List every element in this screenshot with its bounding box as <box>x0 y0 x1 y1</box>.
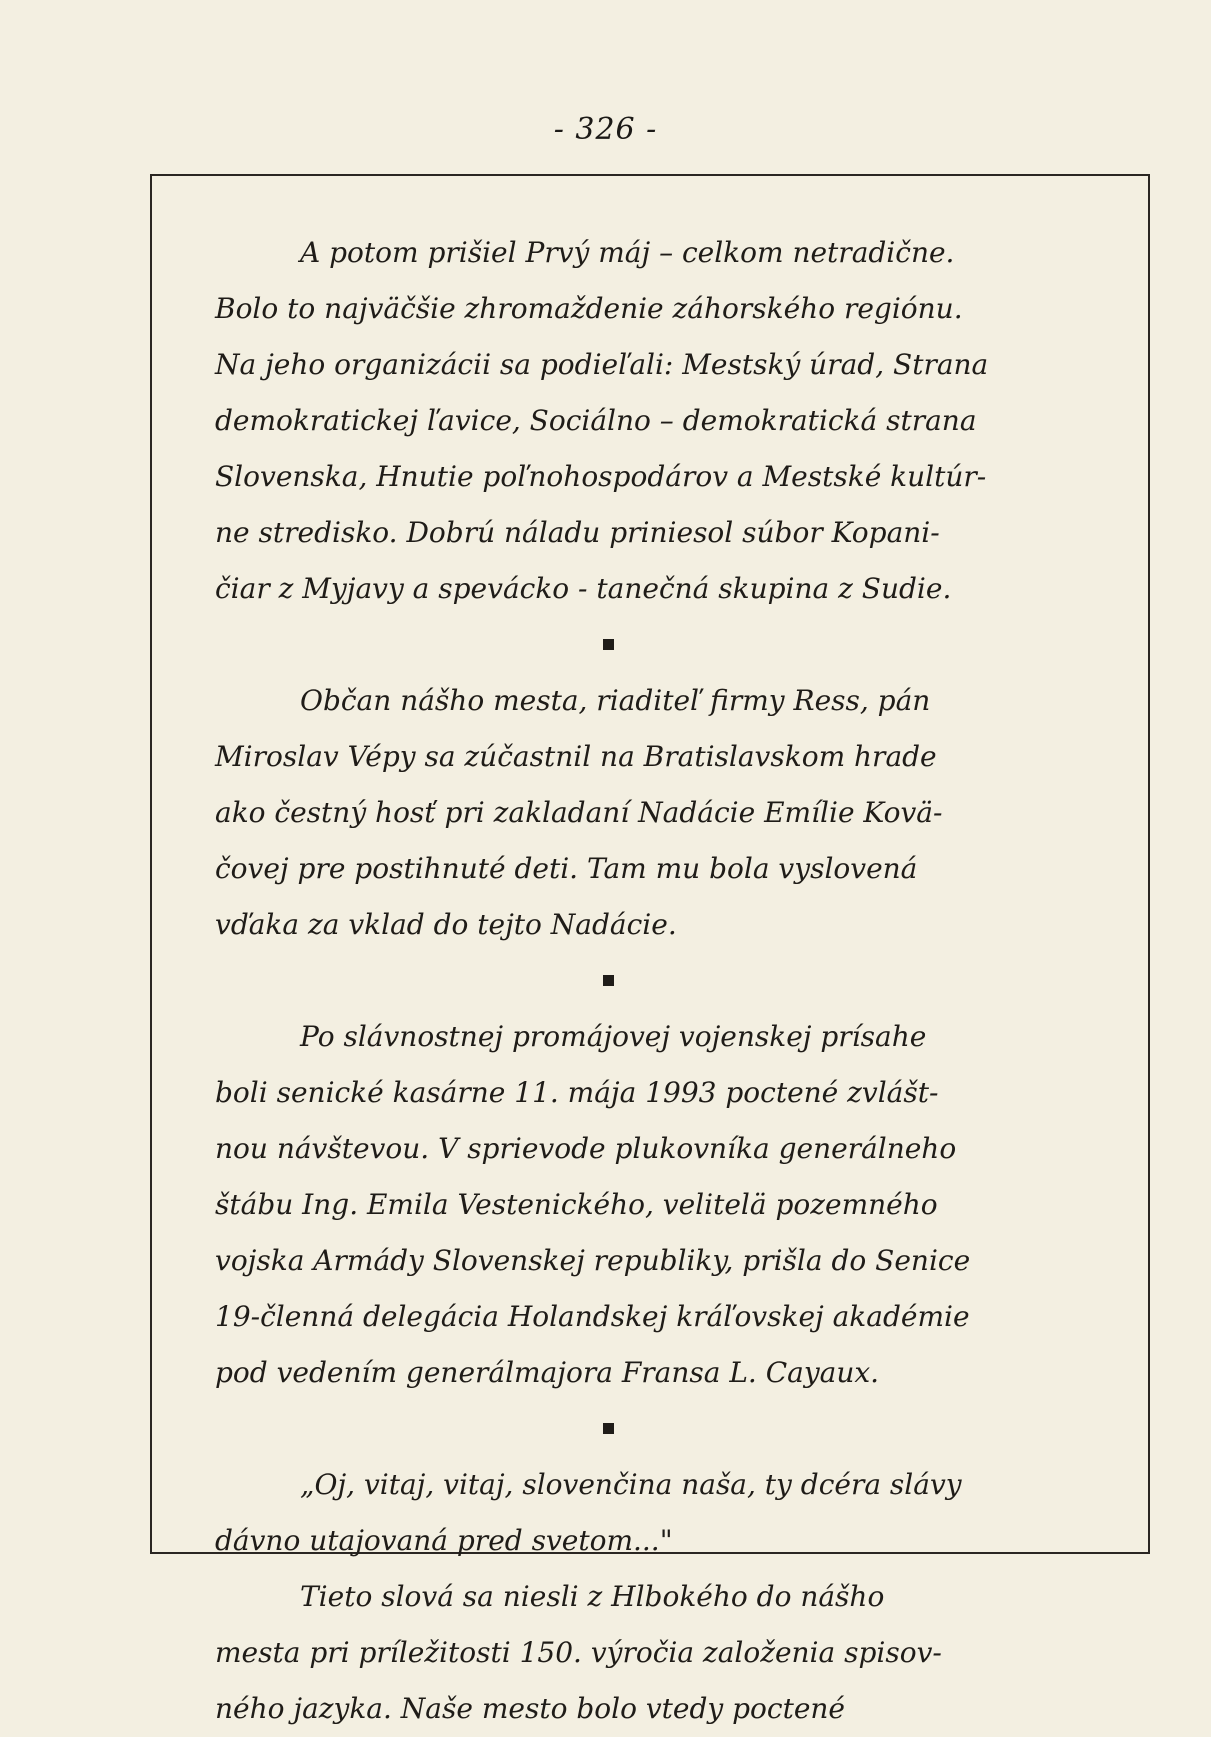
text-line: Tieto slová sa niesli z Hlbokého do nášho <box>300 1580 885 1613</box>
text-line: boli senické kasárne 11. mája 1993 poctené zvlášt- <box>215 1076 939 1109</box>
text-line: dávno utajovaná pred svetom..." <box>215 1524 673 1557</box>
handwritten-text <box>215 225 1135 1737</box>
page-number: - 326 - <box>553 112 658 147</box>
text-line: nou návštevou. V sprievode plukovníka generálneho <box>215 1132 957 1165</box>
text-line: ne stredisko. Dobrú náladu priniesol súbor Kopani- <box>215 516 940 549</box>
text-line: Bolo to najväčšie zhromaždenie záhorského regiónu. <box>215 292 963 325</box>
text-line: ného jazyka. Naše mesto bolo vtedy poctené <box>215 1692 845 1725</box>
text-line: štábu Ing. Emila Vestenického, velitelä pozemného <box>215 1188 938 1221</box>
text-line: vďaka za vklad do tejto Nadácie. <box>215 908 677 941</box>
separator-mark <box>215 953 1135 1009</box>
text-line: demokratickej ľavice, Sociálno – demokratická strana <box>215 404 977 437</box>
text-line: A potom prišiel Prvý máj – celkom netradične. <box>300 236 955 269</box>
text-line: Po slávnostnej promájovej vojenskej prísahe <box>300 1020 927 1053</box>
text-line: Na jeho organizácii sa podieľali: Mestský úrad, Strana <box>215 348 989 381</box>
text-line: pod vedením generálmajora Fransa L. Cayaux. <box>215 1356 880 1389</box>
text-line: mesta pri príležitosti 150. výročia založenia spisov- <box>215 1636 942 1669</box>
text-line: Slovenska, Hnutie poľnohospodárov a Mestské kultúr- <box>215 460 987 493</box>
text-line: vojska Armády Slovenskej republiky, prišla do Senice <box>215 1244 971 1277</box>
separator-mark <box>215 1401 1135 1457</box>
text-line: 19-členná delegácia Holandskej kráľovskej akadémie <box>215 1300 970 1333</box>
text-line: Občan nášho mesta, riaditeľ firmy Ress, pán <box>300 684 931 717</box>
text-line: čovej pre postihnuté deti. Tam mu bola vyslovená <box>215 852 918 885</box>
text-line: Miroslav Vépy sa zúčastnil na Bratislavskom hrade <box>215 740 937 773</box>
separator-mark <box>215 617 1135 673</box>
text-line: ako čestný hosť pri zakladaní Nadácie Emílie Kovä- <box>215 796 943 829</box>
text-line: čiar z Myjavy a spevácko - tanečná skupina z Sudie. <box>215 572 952 605</box>
text-line: „Oj, vitaj, vitaj, slovenčina naša, ty dcéra slávy <box>300 1468 962 1501</box>
